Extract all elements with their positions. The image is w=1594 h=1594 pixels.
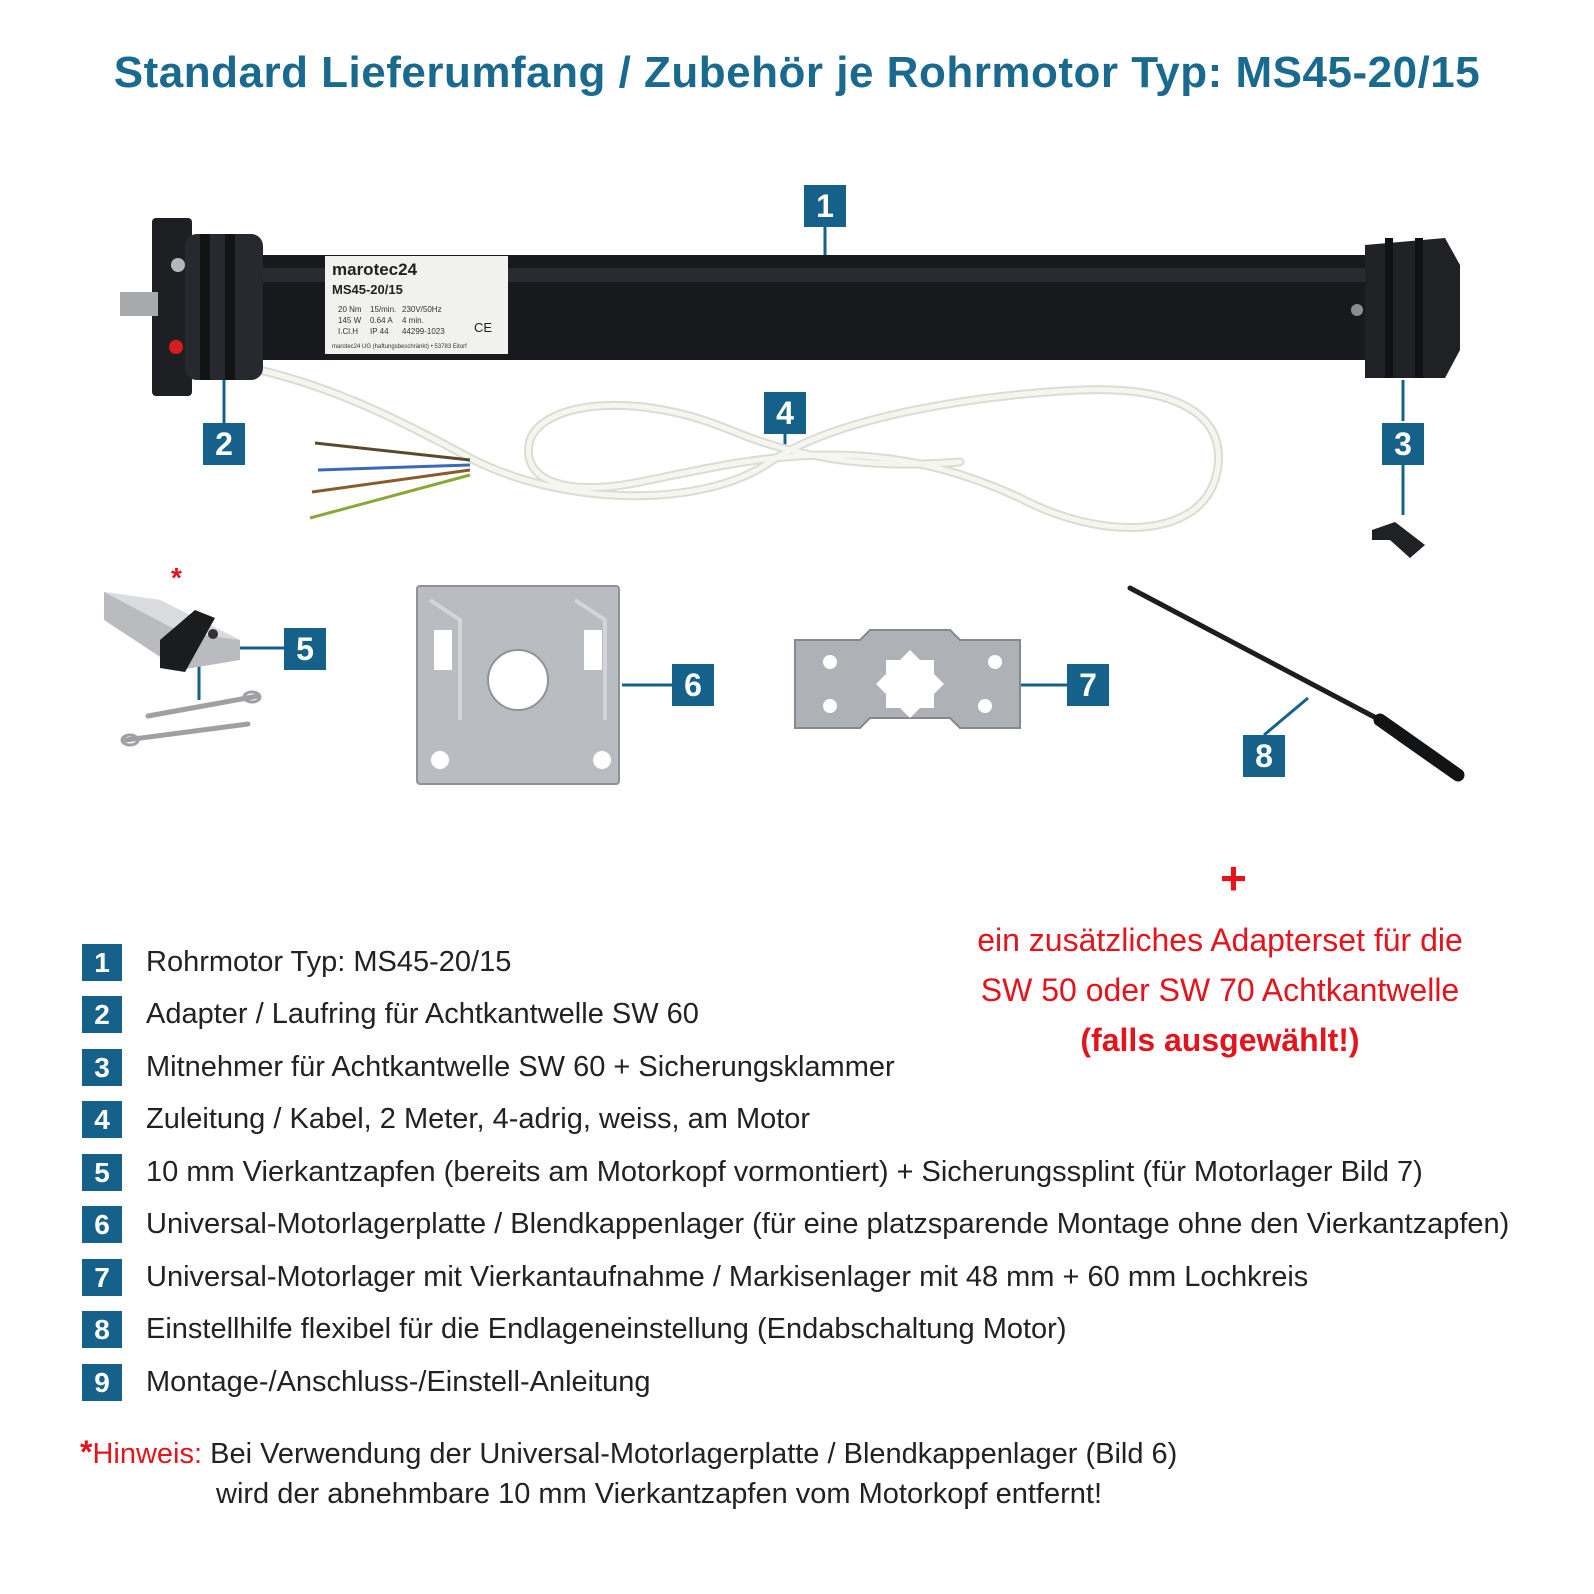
cable-illustration [250,368,1219,528]
motor-bracket [795,630,1020,728]
callout-badge-1: 1 [804,185,846,227]
item-number: 3 [82,1049,122,1086]
extra-line-2: SW 50 oder SW 70 Achtkantwelle [980,972,1460,1008]
callout-badge-2: 2 [203,423,245,465]
list-item [82,1304,1509,1357]
item-number: 2 [82,996,122,1033]
label-spec: 44299-1023 [402,327,445,336]
item-number: 8 [82,1311,122,1348]
label-spec: 230V/50Hz [402,305,442,314]
label-footer: marotec24 UG (haftungsbeschränkt) • 53783 Eitorf [332,344,467,350]
list-item [82,1094,1509,1147]
item-text: Rohrmotor Typ: MS45-20/15 [146,945,512,978]
list-item [82,1199,1509,1252]
label-spec: 20 Nm [338,305,362,314]
note-line-1: Bei Verwendung der Universal-Motorlagerplatte / Blendkappenlager (Bild 6) [210,1438,1178,1470]
callout-badge-7: 7 [1067,664,1109,706]
square-pin [104,592,260,745]
label-spec: 145 W [338,316,362,325]
label-spec: 15/min. [370,305,397,314]
callout-badge-6: 6 [672,664,714,706]
motor-bearing-plate [417,586,619,784]
label-spec: 4 min. [402,316,424,325]
item-number: 9 [82,1364,122,1401]
item-number: 4 [82,1101,122,1138]
extra-line-1: ein zusätzliches Adapterset für die [977,922,1463,958]
list-item [82,1146,1509,1199]
tubular-motor [120,218,1460,396]
list-item [82,936,1509,989]
list-item [82,1251,1509,1304]
svg-text:CE: CE [474,320,493,335]
note-label: Hinweis: [92,1438,203,1470]
item-number: 7 [82,1259,122,1296]
item-number: 5 [82,1154,122,1191]
asterisk-marker: * [171,562,182,593]
adjusting-rod [1130,588,1458,775]
page-title: Standard Lieferumfang / Zubehör je Rohrmotor Typ: MS45-20/15 [113,48,1481,97]
extra-line-3: (falls ausgewählt!) [1080,1022,1360,1058]
list-item [82,1356,1509,1409]
label-model: MS45-20/15 [332,282,403,297]
callout-badge-8: 8 [1243,735,1285,777]
item-number: 6 [82,1206,122,1243]
list-item [82,989,1509,1042]
item-text: Montage-/Anschluss-/Einstell-Anleitung [146,1365,651,1398]
item-number: 1 [82,944,122,981]
callout-badge-3: 3 [1382,423,1424,465]
list-item [82,1041,1509,1094]
item-text: Adapter / Laufring für Achtkantwelle SW 60 [146,998,699,1031]
label-spec: IP 44 [370,327,389,336]
contents-list [82,936,1509,1409]
item-text: Mitnehmer für Achtkantwelle SW 60 + Sicherungsklammer [146,1050,895,1083]
retaining-clip [1372,522,1425,558]
callout-badge-4: 4 [764,392,806,434]
item-text: Universal-Motorlagerplatte / Blendkappenlager (für eine platzsparende Montage ohne den Vierkantzapfen) [146,1208,1510,1241]
item-text: 10 mm Vierkantzapfen (bereits am Motorkopf vormontiert) + Sicherungssplint (für Motorlager Bild 7) [146,1155,1423,1188]
hint-note [80,1432,1177,1514]
item-text: Einstellhilfe flexibel für die Endlageneinstellung (Endabschaltung Motor) [146,1313,1067,1346]
plus-sign: + [1220,852,1247,904]
item-text: Zuleitung / Kabel, 2 Meter, 4-adrig, weiss, am Motor [146,1103,811,1136]
note-asterisk: * [80,1434,93,1470]
callout-badge-5: 5 [284,628,326,670]
label-spec: 0.64 A [370,316,393,325]
label-spec: I.Cl.H [338,327,358,336]
note-line-2: wird der abnehmbare 10 mm Vierkantzapfen vom Motorkopf entfernt! [216,1478,1103,1510]
label-brand: marotec24 [332,260,418,279]
item-text: Universal-Motorlager mit Vierkantaufnahme / Markisenlager mit 48 mm + 60 mm Lochkreis [146,1260,1309,1293]
